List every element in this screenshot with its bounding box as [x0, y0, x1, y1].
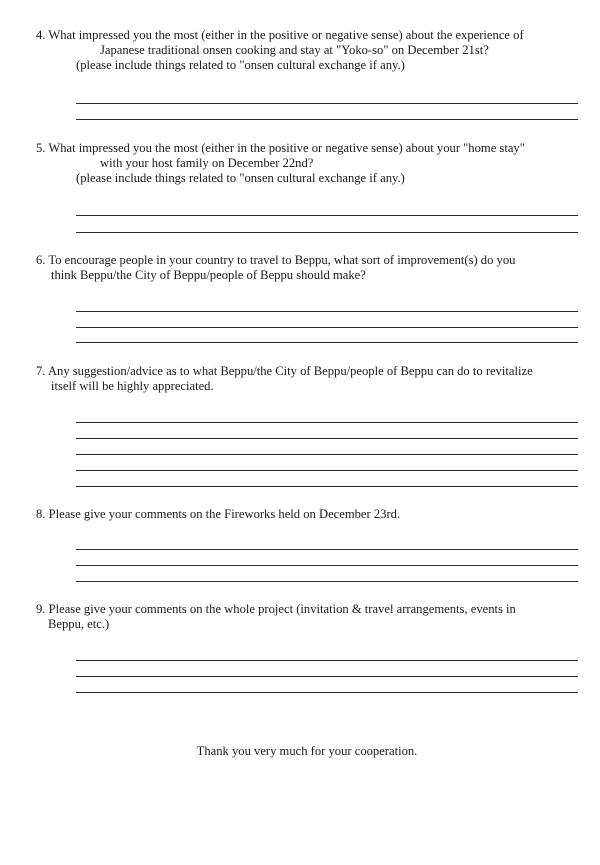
closing-thanks: Thank you very much for your cooperation. [196, 744, 418, 758]
question-8 [36, 507, 584, 522]
question-4-note: (please include things related to "onsen cultural exchange if any.) [76, 58, 405, 72]
question-6-line2: think Beppu/the City of Beppu/people of Beppu should make? [51, 268, 366, 282]
question-7 [36, 364, 584, 394]
question-6-text: To encourage people in your country to travel to Beppu, what sort of improvement(s) do you [48, 253, 516, 267]
question-5-number: 5. [36, 141, 46, 155]
question-9-text: Please give your comments on the whole project (invitation & travel arrangements, events in [48, 602, 516, 616]
answer-line[interactable] [76, 438, 578, 439]
answer-line[interactable] [76, 581, 578, 582]
question-4-number: 4. [36, 28, 46, 42]
question-9-line2: Beppu, etc.) [48, 617, 110, 631]
question-5-text: What impressed you the most (either in the positive or negative sense) about your "home stay" [48, 141, 525, 155]
question-4-line2: Japanese traditional onsen cooking and stay at "Yoko-so" on December 21st? [100, 43, 489, 57]
question-4-text: What impressed you the most (either in the positive or negative sense) about the experience of [48, 28, 524, 42]
question-5-note: (please include things related to "onsen cultural exchange if any.) [76, 171, 405, 185]
question-8-line1 [36, 507, 584, 522]
answer-line[interactable] [76, 486, 578, 487]
question-6-line1 [36, 253, 584, 268]
answer-line[interactable] [76, 119, 578, 120]
answer-line[interactable] [76, 215, 578, 216]
answer-line[interactable] [76, 470, 578, 471]
question-7-number: 7. [36, 364, 46, 378]
question-9 [36, 602, 584, 632]
question-6-number: 6. [36, 253, 46, 267]
answer-line[interactable] [76, 676, 578, 677]
question-4-line1 [36, 28, 584, 43]
answer-line[interactable] [76, 422, 578, 423]
answer-line[interactable] [76, 327, 578, 328]
question-4 [36, 28, 584, 73]
question-5 [36, 141, 584, 186]
question-6 [36, 253, 584, 283]
question-9-number: 9. [36, 602, 46, 616]
question-9-line1 [36, 602, 584, 617]
answer-line[interactable] [76, 692, 578, 693]
answer-line[interactable] [76, 103, 578, 104]
question-5-line1 [36, 141, 584, 156]
answer-line[interactable] [76, 454, 578, 455]
question-5-line2: with your host family on December 22nd? [100, 156, 314, 170]
answer-line[interactable] [76, 232, 578, 233]
question-7-text: Any suggestion/advice as to what Beppu/the City of Beppu/people of Beppu can do to revitalize [47, 364, 533, 378]
question-7-line2: itself will be highly appreciated. [51, 379, 214, 393]
question-7-line1 [36, 364, 584, 379]
answer-line[interactable] [76, 549, 578, 550]
answer-line[interactable] [76, 565, 578, 566]
question-8-text: Please give your comments on the Fireworks held on December 23rd. [48, 507, 401, 521]
answer-line[interactable] [76, 342, 578, 343]
question-8-number: 8. [36, 507, 46, 521]
answer-line[interactable] [76, 311, 578, 312]
answer-line[interactable] [76, 660, 578, 661]
